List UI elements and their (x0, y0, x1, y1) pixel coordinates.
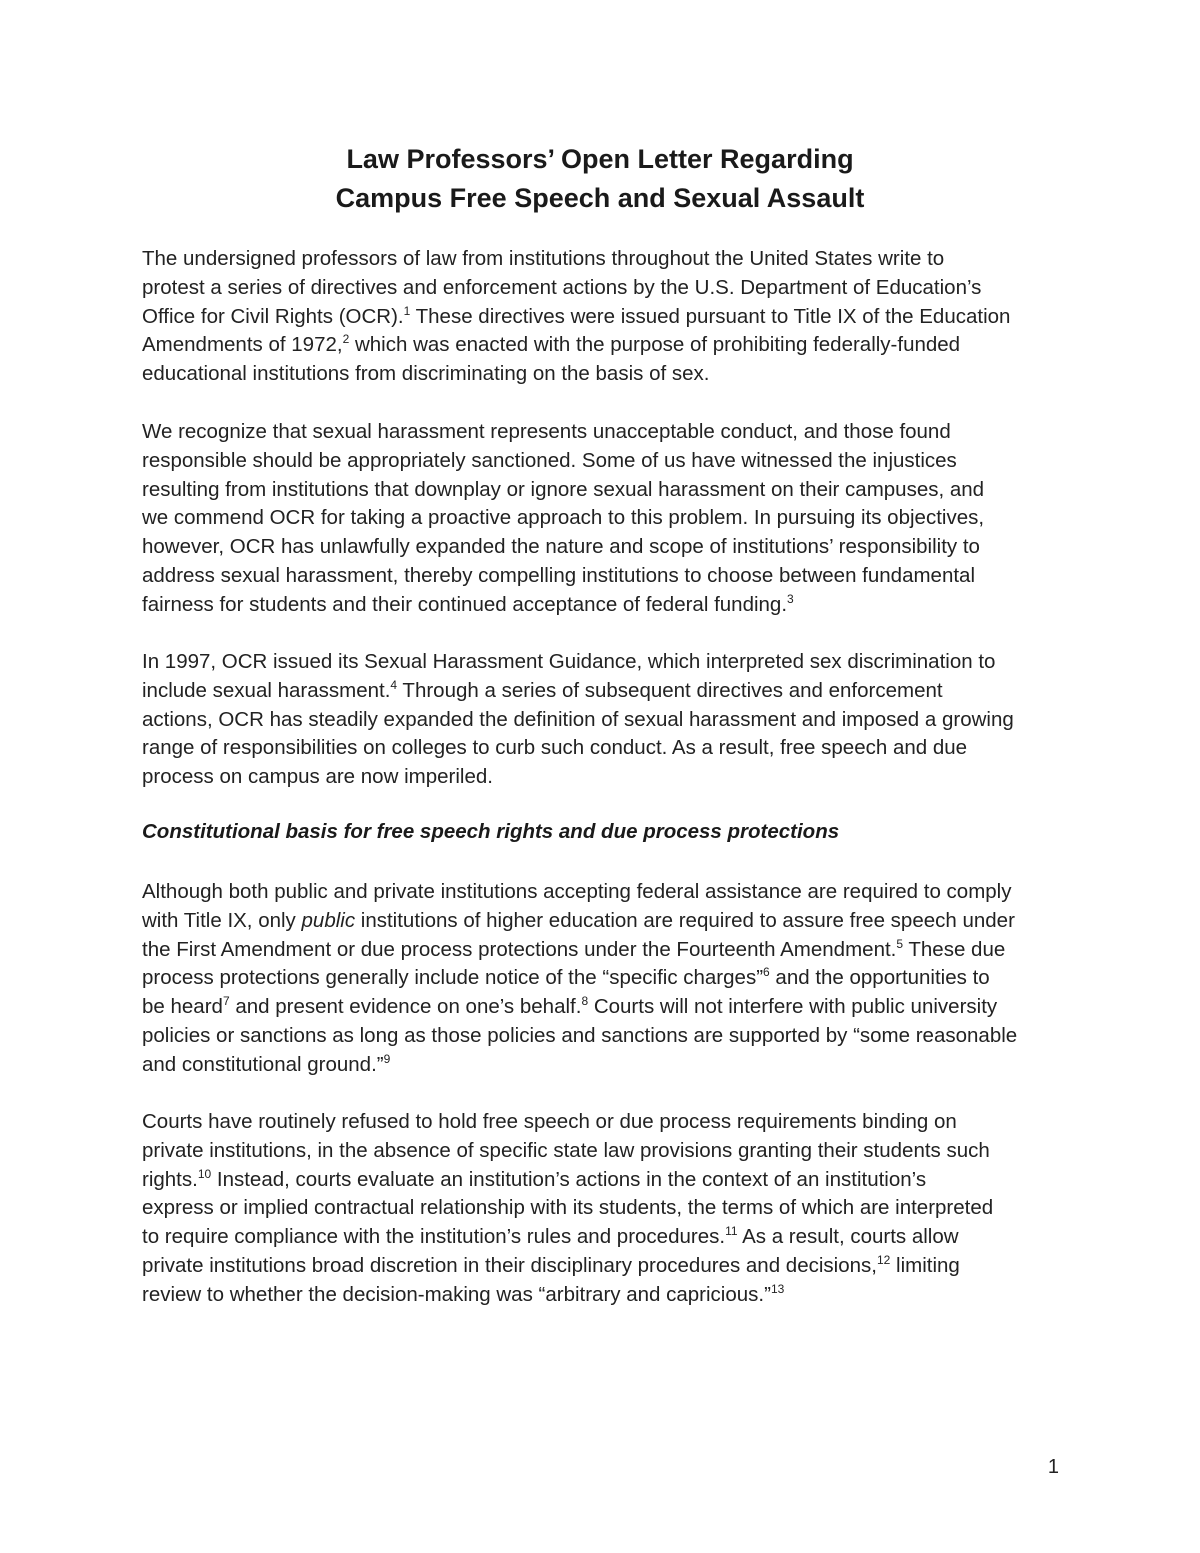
text-line: and constitutional ground.”$^9$ (142, 1051, 391, 1076)
text-line: process protections generally include notice of the “specific charges”$^6$ and the opportunities to (142, 965, 990, 990)
text-line: private institutions broad discretion in their disciplinary procedures and decisions,$^{12}$ limiting (142, 1252, 960, 1277)
text-line: Courts have routinely refused to hold free speech or due process requirements binding on (142, 1110, 957, 1133)
text-line: review to whether the decision-making was “arbitrary and capricious.”$^{13}$ (142, 1281, 785, 1306)
text-line: resulting from institutions that downplay or ignore sexual harassment on their campuses, and (142, 477, 985, 501)
title-line-2: Campus Free Speech and Sexual Assault (335, 183, 865, 213)
text-line: responsible should be appropriately sanctioned. Some of us have witnessed the injustices (142, 448, 957, 472)
footnote-ref: 5 (896, 936, 904, 951)
emphasis: public (301, 908, 356, 932)
text-line: private institutions, in the absence of specific state law provisions granting their students such (142, 1138, 990, 1162)
text-line: Office for Civil Rights (OCR).$^1$ These directives were issued pursuant to Title IX of the Education (142, 303, 1011, 328)
text-line: we commend OCR for taking a proactive approach to this problem. In pursuing its objectives, (142, 506, 985, 530)
paragraph-constitutional (142, 878, 1062, 1080)
section-heading: Constitutional basis for free speech rights and due process protections (142, 820, 840, 843)
footnote-ref: 11 (725, 1224, 738, 1239)
text-line: express or implied contractual relationship with its students, the terms of which are interpreted (142, 1196, 994, 1220)
footnote-ref: 12 (876, 1252, 891, 1267)
page-number: 1 (1047, 1456, 1059, 1478)
text-line: protest a series of directives and enforcement actions by the U.S. Department of Education’s (142, 275, 982, 299)
text-line: range of responsibilities on colleges to curb such conduct. As a result, free speech and due (142, 736, 968, 760)
paragraph-history (142, 648, 1062, 792)
paragraph-recognition (142, 418, 1062, 620)
text-line: the First Amendment or due process protections under the Fourteenth Amendment.$^5$ These due (142, 936, 1006, 961)
text-line: Amendments of 1972,$^2$ which was enacted with the purpose of prohibiting federally-funded (142, 332, 961, 357)
footnote-ref: 6 (763, 965, 770, 980)
text-line: fairness for students and their continued acceptance of federal funding.$^3$ (142, 591, 794, 616)
footnote-ref: 1 (403, 303, 411, 318)
text-line: actions, OCR has steadily expanded the definition of sexual harassment and imposed a growing (142, 707, 1014, 731)
footnote-ref: 4 (390, 677, 398, 692)
text-line: The undersigned professors of law from institutions throughout the United States write to (142, 247, 945, 270)
text-line: educational institutions from discriminating on the basis of sex. (142, 362, 710, 386)
text-line: with Title IX, only public institutions of higher education are required to assure free speech under (142, 908, 1015, 932)
text-line: rights.$^{10}$ Instead, courts evaluate an institution’s actions in the context of an institution’s (142, 1166, 927, 1191)
footnote-ref: 10 (197, 1166, 212, 1181)
footnote-ref: 2 (342, 332, 350, 347)
text-line: to require compliance with the institution’s rules and procedures.$^{11}$ As a result, courts allow (142, 1224, 959, 1249)
paragraph-intro (142, 245, 1062, 389)
footnote-ref: 7 (222, 994, 230, 1009)
title-line-1: Law Professors’ Open Letter Regarding (346, 144, 854, 174)
text-line: be heard$^7$ and present evidence on one’s behalf.$^8$ Courts will not interfere with public university (142, 994, 998, 1019)
text-line: include sexual harassment.$^4$ Through a series of subsequent directives and enforcement (142, 677, 943, 702)
text-line: process on campus are now imperiled. (142, 765, 493, 789)
text-line: policies or sanctions as long as those policies and sanctions are supported by “some reasonable (142, 1023, 1018, 1047)
text-line: In 1997, OCR issued its Sexual Harassment Guidance, which interpreted sex discrimination to (142, 650, 996, 673)
footnote-ref: 9 (383, 1051, 391, 1066)
footnote-ref: 8 (581, 994, 589, 1009)
document-title (0, 140, 1200, 218)
footnote-ref: 13 (770, 1281, 785, 1296)
text-line: Although both public and private institutions accepting federal assistance are required to comply (142, 880, 1012, 903)
text-line: We recognize that sexual harassment represents unacceptable conduct, and those found (142, 420, 951, 443)
footnote-ref: 3 (787, 591, 794, 606)
text-line: address sexual harassment, thereby compelling institutions to choose between fundamental (142, 563, 976, 587)
text-line: however, OCR has unlawfully expanded the nature and scope of institutions’ responsibility to (142, 535, 980, 559)
paragraph-private-institutions (142, 1108, 1062, 1310)
